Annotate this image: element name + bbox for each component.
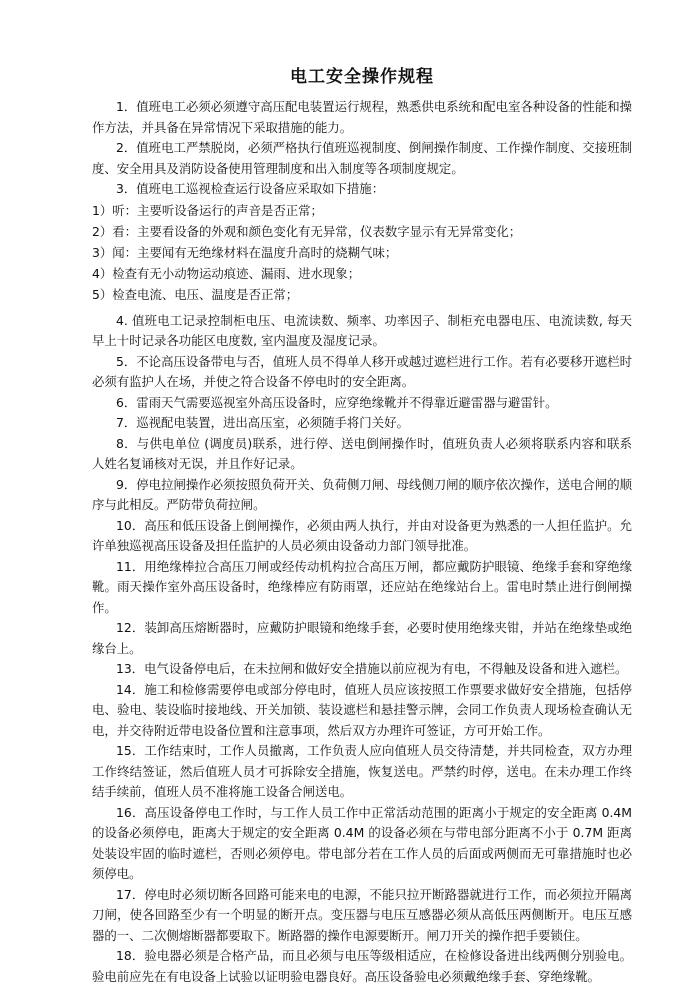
rule-paragraph: 7．巡视配电装置，进出高压室，必须随手将门关好。: [116, 415, 409, 430]
inspection-sub-item: 3）闻：主要闻有无绝缘材料在温度升高时的烧糊气味；: [92, 244, 398, 260]
rule-paragraph: 15．工作结束时，工作人员撤离，工作负责人应向值班人员交待清楚，并共同检查，双方办理工作终结签证，然后值班人员才可拆除安全措施，恢复送电。严禁约时停，送电。在未办理工作终结手续前，值班人员不准将施工设备合闸送电。: [92, 743, 632, 799]
rule-paragraph: 3．值班电工巡视检查运行设备应采取如下措施：: [116, 181, 385, 196]
rule-paragraph: 10．高压和低压设备上倒闸操作，必须由两人执行，并由对设备更为熟悉的一人担任监护。允许单独巡视高压设备及担任监护的人员必须由设备动力部门领导批准。: [92, 517, 632, 553]
document-title: 电工安全操作规程: [290, 67, 434, 87]
rule-paragraph: 1．值班电工必须必须遵守高压配电装置运行规程，熟悉供电系统和配电室各种设备的性能和操作方法，并具备在异常情况下采取措施的能力。: [92, 99, 632, 135]
rule-paragraph: 13．电气设备停电后，在未拉闸和做好安全措施以前应视为有电，不得触及设备和进入遮栏。: [116, 661, 628, 676]
rule-paragraph: 9．停电拉闸操作必须按照负荷开关、负荷侧刀闸、母线侧刀闸的顺序依次操作，送电合闸的顺序与此相反。严防带负荷拉闸。: [92, 476, 632, 512]
rule-paragraph: 6．雷雨天气需要巡视室外高压设备时，应穿绝缘靴并不得靠近避雷器与避雷针。: [116, 394, 558, 410]
rule-paragraph: 16．高压设备停电工作时，与工作人员工作中正常活动范围的距离小于规定的安全距离 0.4M 的设备必须停电，距离大于规定的安全距离 0.4M 的设备必须在与带电部分距离不小于 0.7M 距离处装设牢固的临时遮栏，否则必须停电。带电部分若在工作人员的后面或两侧而无可靠措施时也必须停电。: [92, 804, 632, 881]
inspection-sub-item: 5）检查电流、电压、温度是否正常；: [92, 286, 299, 302]
rule-paragraph: 8．与供电单位 (调度员)联系，进行停、送电倒闸操作时，值班负责人必须将联系内容和联系人姓名复诵核对无误，并且作好记录。: [92, 435, 632, 471]
rule-paragraph: 12．装卸高压熔断器时，应戴防护眼镜和绝缘手套，必要时使用绝缘夹钳，并站在绝缘垫或绝缘台上。: [92, 620, 632, 656]
inspection-sub-item: 1）听：主要听设备运行的声音是否正常；: [92, 202, 323, 218]
rule-paragraph: 14．施工和检修需要停电或部分停电时，值班人员应该按照工作票要求做好安全措施，包括停电、验电、装设临时接地线、开关加锁、装设遮栏和悬挂警示牌，会同工作负责人现场检查确认无电，并交待附近带电设备位置和注意事项，然后双方办理许可签证，方可开始工作。: [92, 681, 632, 738]
rule-paragraph: 11．用绝缘棒拉合高压刀闸或经传动机构拉合高压万闸，都应戴防护眼镜、绝缘手套和穿绝缘靴。雨天操作室外高压设备时，绝缘棒应有防雨罩，还应站在绝缘站台上。雷电时禁止进行倒闸操作。: [92, 558, 632, 615]
rule-paragraph: 4. 值班电工记录控制柜电压、电流读数、频率、功率因子、制柜充电器电压、电流读数, 每天早上十时记录各功能区电度数, 室内温度及湿度记录。: [92, 312, 632, 348]
inspection-sub-item: 2）看：主要看设备的外观和颜色变化有无异常，仪表数字显示有无异常变化；: [92, 223, 522, 239]
inspection-sub-item: 4）检查有无小动物运动痕迹、漏雨、进水现象；: [92, 265, 361, 281]
rule-paragraph: 2．值班电工严禁脱岗，必须严格执行值班巡视制度、倒闸操作制度、工作操作制度、交接班制度、安全用具及消防设备使用管理制度和出入制度等各项制度规定。: [92, 140, 632, 176]
rule-paragraph: 18．验电器必须是合格产品，而且必须与电压等级相适应，在检修设备进出线两侧分别验电。验电前应先在有电设备上试验以证明验电器良好。高压设备验电必须戴绝缘手套、穿绝缘靴。: [92, 948, 632, 984]
rule-paragraph: 5．不论高压设备带电与否，值班人员不得单人移开或越过遮栏进行工作。若有必要移开遮栏时必须有监护人在场，并使之符合设备不停电时的安全距离。: [92, 353, 632, 389]
rule-paragraph: 17．停电时必须切断各回路可能来电的电源，不能只拉开断路器就进行工作，而必须拉开隔离刀闸，使各回路至少有一个明显的断开点。变压器与电压互感器必须从高低压两侧断开。电压互感器的一、二次侧熔断器都要取下。断路器的操作电源要断开。闸刀开关的操作把手要锁住。: [92, 886, 632, 943]
